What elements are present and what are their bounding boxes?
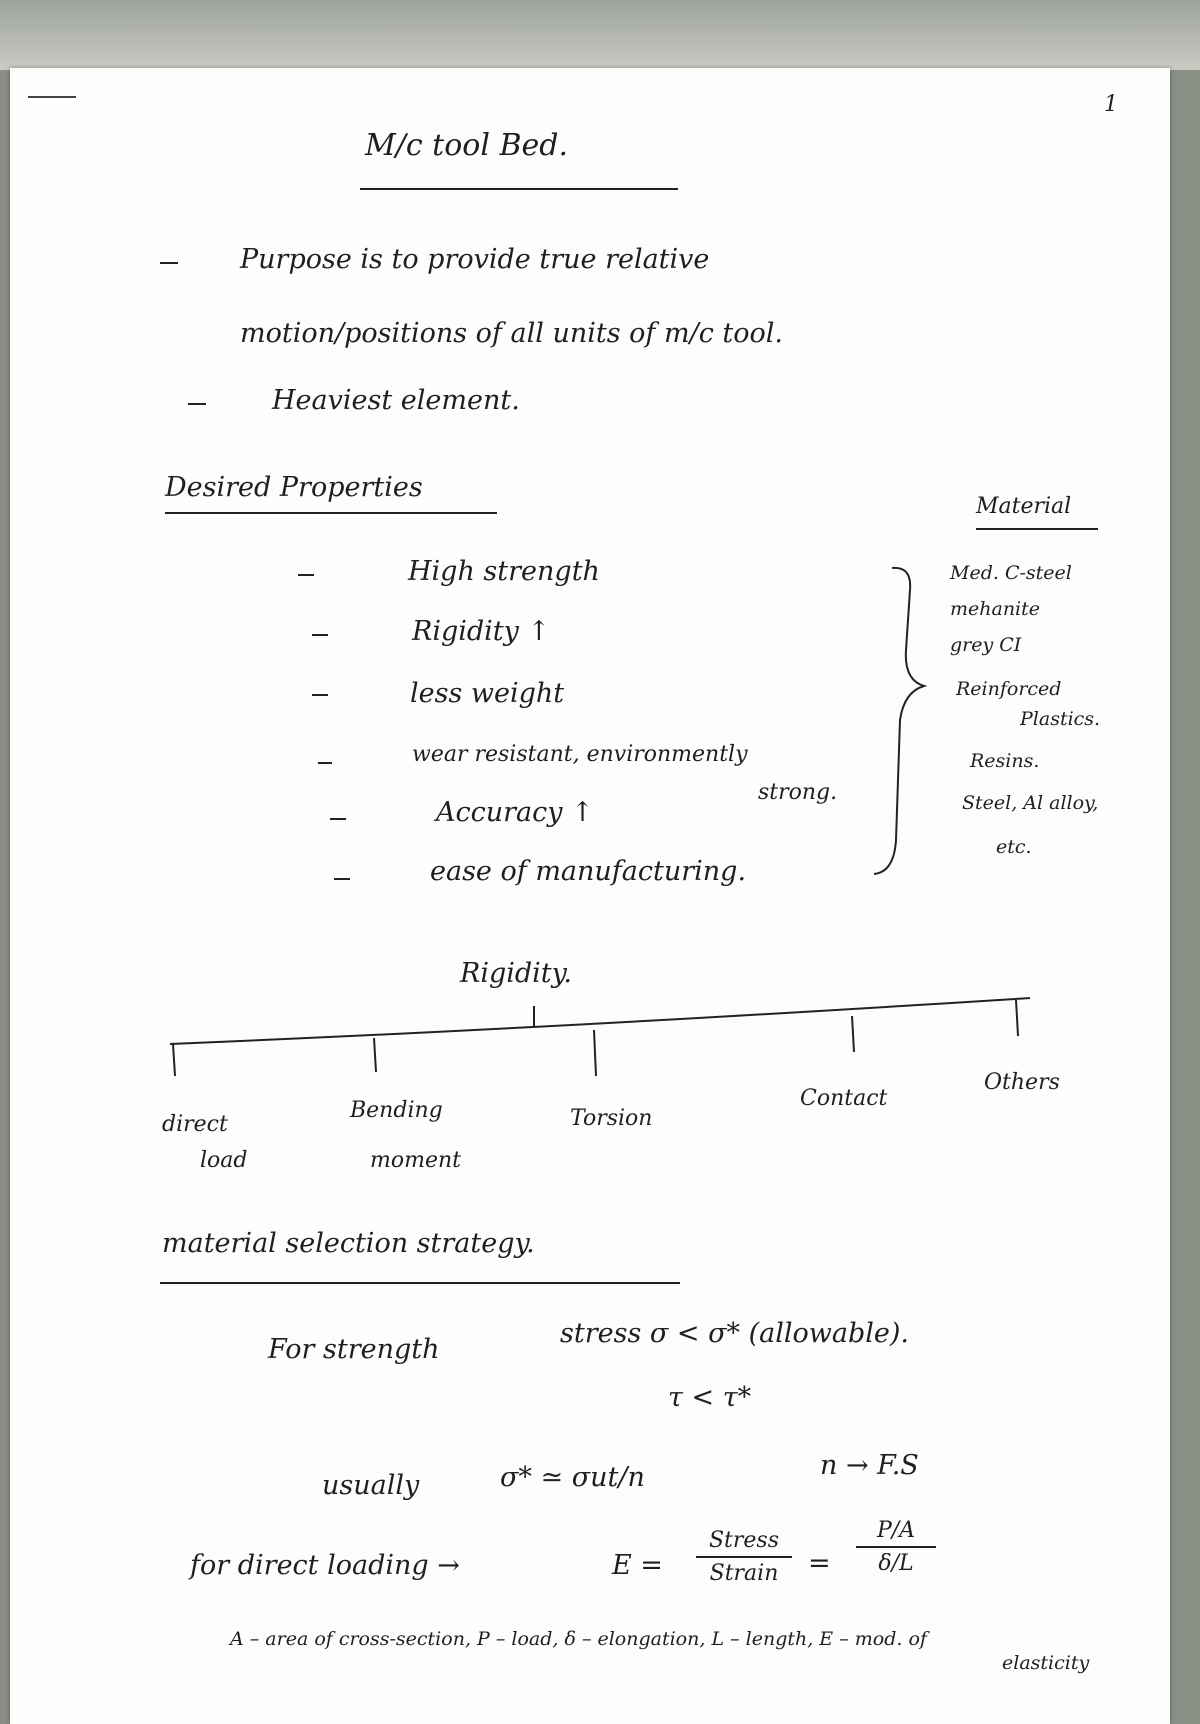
rigidity-root: Rigidity. [460,958,572,989]
material-item: mehanite [950,598,1041,620]
rigidity-branch-label: Contact [800,1086,888,1111]
rigidity-branch-label: Torsion [570,1106,653,1131]
bullet-dash [312,634,328,636]
scanner-background [0,0,1200,70]
equation-shear: τ < τ* [668,1382,752,1413]
title-underline [360,188,678,190]
property-item: Accuracy ↑ [436,797,594,828]
bullet-dash [334,878,350,880]
direct-loading-label: for direct loading → [190,1550,460,1581]
material-item: Steel, Al alloy, [962,792,1099,814]
equation-modulus-lhs: E = [612,1550,663,1581]
strategy-underline [160,1282,680,1284]
equals-sign: = [808,1548,831,1579]
fraction-load-elongation [856,1518,936,1576]
property-item: Rigidity ↑ [412,616,551,647]
intro-line-2: motion/positions of all units of m/c tool. [240,318,783,349]
bullet-dash [312,694,328,696]
material-item: Resins. [970,750,1040,772]
margin-mark [28,96,76,98]
intro-line-3: Heaviest element. [272,385,520,416]
equation-allowable: σ* ≃ σut/n [500,1462,645,1493]
bullet-dash [298,574,314,576]
property-item: less weight [410,678,565,709]
rigidity-branch-label: Bending [350,1098,443,1123]
fraction-numerator: P/A [876,1518,916,1543]
material-item: Plastics. [1020,708,1101,730]
property-item: ease of manufacturing. [430,856,747,887]
symbol-legend-continuation: elasticity [1002,1652,1090,1674]
rigidity-branch-label: moment [370,1148,461,1173]
properties-underline [165,512,497,514]
material-item: grey CI [950,634,1022,656]
rigidity-branch-label: load [200,1148,248,1173]
strategy-heading: material selection strategy. [162,1228,535,1259]
factor-of-safety-note: n → F.S [820,1450,919,1481]
material-item: etc. [996,836,1032,858]
material-heading: Material [976,494,1072,519]
material-item: Reinforced [956,678,1062,700]
rigidity-branch-label: direct [162,1112,228,1137]
properties-heading: Desired Properties [165,472,423,503]
fraction-denominator: Strain [709,1561,779,1586]
page-number: 1 [1104,92,1118,117]
equation-stress: stress σ < σ* (allowable). [560,1318,909,1349]
bullet-dash [318,762,332,764]
fraction-stress-strain [696,1528,792,1586]
property-item: High strength [408,556,600,587]
strength-label: For strength [268,1334,440,1365]
property-item-continuation: strong. [758,780,838,805]
bullet-dash [188,403,206,405]
intro-line-1: Purpose is to provide true relative [240,244,710,275]
fraction-denominator: δ/L [878,1551,914,1576]
fraction-numerator: Stress [708,1528,780,1553]
usually-label: usually [322,1470,420,1501]
property-item: wear resistant, environmently [412,742,748,767]
bullet-dash [160,262,178,264]
material-item: Med. C-steel [950,562,1072,584]
material-underline [976,528,1098,530]
page-title: M/c tool Bed. [365,128,569,163]
rigidity-branch-label: Others [984,1070,1060,1095]
symbol-legend: A – area of cross-section, P – load, δ – elongation, L – length, E – mod. of [230,1628,927,1650]
bullet-dash [330,818,346,820]
